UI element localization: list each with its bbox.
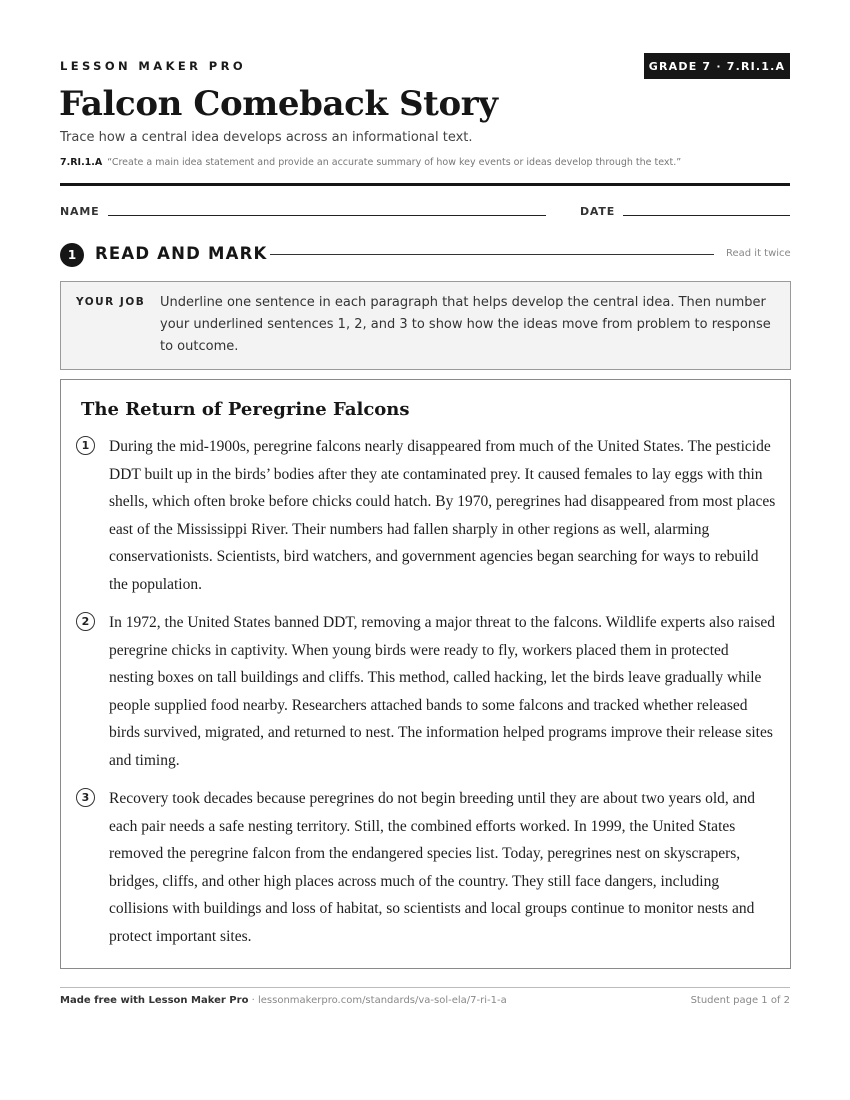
grade-badge: GRADE 7 · 7.RI.1.A	[644, 53, 790, 79]
standard-line	[60, 157, 681, 168]
name-label: NAME	[60, 205, 100, 218]
footer-url[interactable]: · lessonmakerpro.com/standards/va-sol-ela/7-ri-1-a	[248, 995, 507, 1006]
footer-divider	[60, 987, 790, 988]
footer-page-number: Student page 1 of 2	[690, 995, 790, 1006]
reading-passage	[60, 379, 791, 969]
date-label: DATE	[580, 205, 616, 218]
footer-maker: Made free with Lesson Maker Pro	[60, 995, 249, 1006]
step-divider	[270, 254, 714, 255]
worksheet-subtitle: Trace how a central idea develops across an informational text.	[60, 130, 473, 145]
worksheet-title: Falcon Comeback Story	[59, 84, 498, 124]
date-field[interactable]	[623, 215, 790, 216]
step-title: READ AND MARK	[95, 244, 268, 263]
brand-name: LESSON MAKER PRO	[60, 59, 247, 73]
step-number-badge: 1	[60, 243, 84, 267]
standard-code: 7.RI.1.A	[60, 157, 103, 168]
standard-text: “Create a main idea statement and provide an accurate summary of how key events or ideas develop through the text.”	[107, 157, 682, 168]
footer-credit	[60, 995, 507, 1006]
paragraph-number-3: 3	[76, 788, 95, 807]
paragraph-2[interactable]: In 1972, the United States banned DDT, removing a major threat to the falcons. Wildlife experts also raised peregrine chicks in captivity. When young birds were ready to fly, workers placed them in protected nesting boxes on tall buildings and cliffs. This method, called hacking, let the birds leave gradually while people supplied food nearby. Researchers attached bands to some falcons and tracked whether released birds survived, migrated, and returned to nest. The information helped programs improve their release sites and timing.	[109, 614, 775, 769]
your-job-box	[60, 281, 791, 370]
paragraph-number-1: 1	[76, 436, 95, 455]
step-note: Read it twice	[726, 248, 791, 259]
paragraph-1[interactable]: During the mid-1900s, peregrine falcons nearly disappeared from much of the United States. The pesticide DDT built up in the birds’ bodies after they ate contaminated prey. It caused females to lay eggs with thin shells, which often broke before chicks could hatch. By 1970, peregrines had disappeared from most places east of the Mississippi River. Their numbers had fallen sharply in other regions as well, alarming conservationists. Scientists, bird watchers, and government agencies began searching for ways to rebuild the population.	[109, 438, 776, 593]
paragraph-number-2: 2	[76, 612, 95, 631]
name-field[interactable]	[108, 215, 546, 216]
paragraph-3[interactable]: Recovery took decades because peregrines do not begin breeding until they are about two years old, and each pair needs a safe nesting territory. Still, the combined efforts worked. In 1999, the United States removed the peregrine falcon from the endangered species list. Today, peregrines nest on skyscrapers, bridges, cliffs, and other high places across much of the country. They still face dangers, including collisions with buildings and loss of habitat, so scientists and local groups continue to monitor nests and protect important sites.	[109, 790, 756, 945]
header-divider	[60, 183, 790, 186]
passage-title: The Return of Peregrine Falcons	[81, 399, 410, 420]
your-job-label: YOUR JOB	[76, 296, 146, 308]
your-job-text: Underline one sentence in each paragraph that helps develop the central idea. Then number your underlined sentences 1, 2, and 3 to show how the ideas move from problem to response to outcome.	[160, 295, 771, 354]
